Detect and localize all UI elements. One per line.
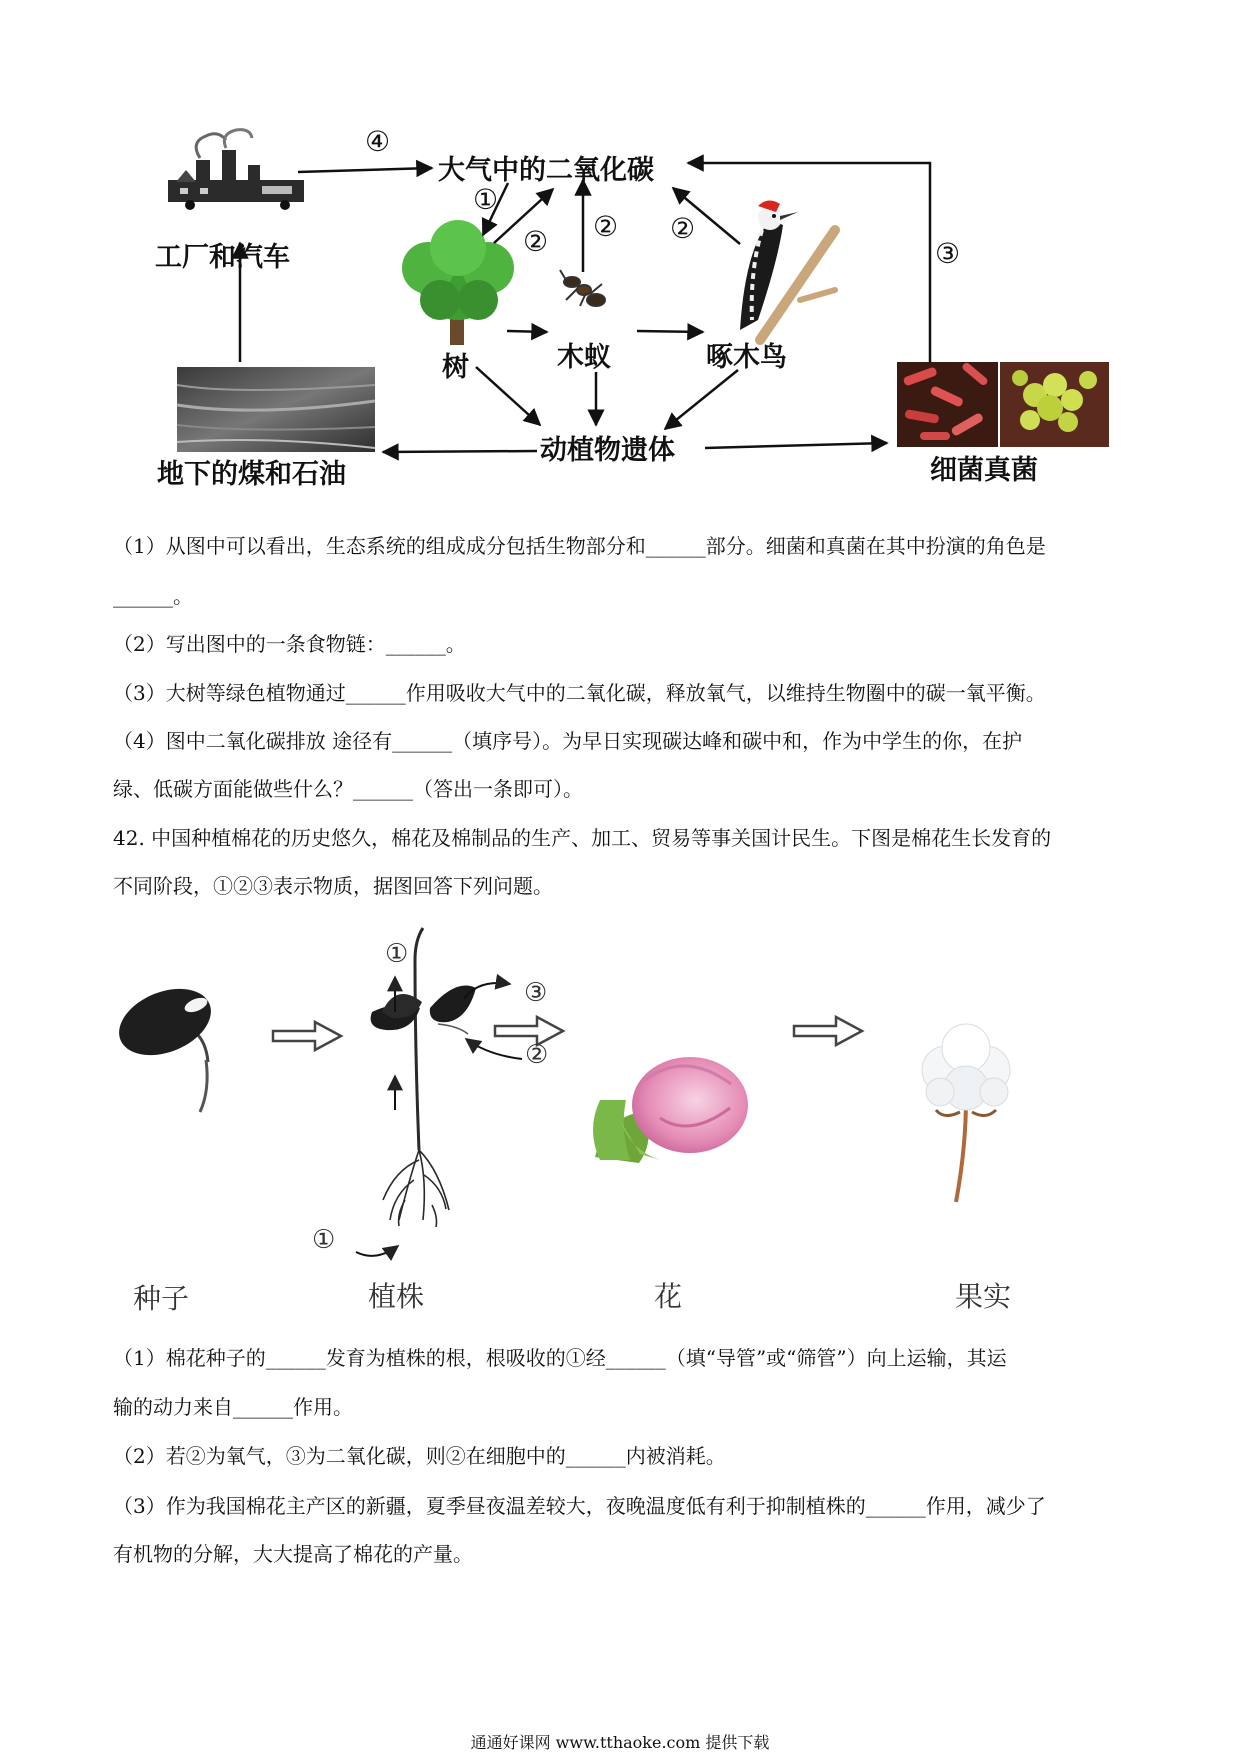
- stage-label-flower: 花: [654, 1280, 683, 1313]
- arrow-remains-to-coal: [383, 451, 537, 452]
- coal-rock-image: [177, 367, 375, 452]
- cotton-fruit-image: [922, 1024, 1010, 1202]
- marker-3: ③: [935, 237, 961, 270]
- stage-label-seed: 种子: [133, 1282, 190, 1315]
- tree-label: 树: [442, 352, 469, 383]
- stage-label-plant: 植株: [368, 1280, 425, 1313]
- q42-part1-line1: （1）棉花种子的______发育为植株的根，根吸收的①经______（填“导管”或“筛管”）向上运输，其运: [113, 1346, 1007, 1370]
- seed-image: [109, 976, 220, 1112]
- q42-intro-line2: 不同阶段，①②③表示物质，据图回答下列问题。: [113, 874, 553, 898]
- plant-marker-1-root: ①: [312, 1225, 336, 1255]
- arrow-remains-to-microbes: [705, 443, 887, 448]
- marker-4: ④: [365, 125, 391, 158]
- arrow-factory-to-atmosphere: [298, 168, 432, 172]
- microbes-label: 细菌真菌: [930, 455, 1038, 486]
- flower-image: [593, 1057, 748, 1163]
- marker-1: ①: [473, 183, 499, 216]
- woodpecker-label: 啄木鸟: [706, 342, 787, 373]
- arrow-woodpecker-to-remains: [665, 370, 738, 429]
- stage-arrows: [273, 1017, 862, 1050]
- q42-intro-line1: 42. 中国种植棉花的历史悠久，棉花及棉制品的生产、加工、贸易等事关国计民生。下图是棉花生长发育的: [113, 826, 1052, 850]
- plant-marker-1-top: ①: [385, 939, 409, 969]
- marker-2-termite: ②: [593, 210, 619, 243]
- factory-label: 工厂和汽车: [155, 242, 290, 273]
- page-footer: 通通好课网 www.tthaoke.com 提供下载: [470, 1733, 770, 1752]
- q41-part1-line1: （1）从图中可以看出，生态系统的组成成分包括生物部分和______部分。细菌和真菌在其中扮演的角色是: [113, 534, 1046, 558]
- stage-label-fruit: 果实: [955, 1280, 1012, 1313]
- marker-2-tree: ②: [523, 225, 549, 258]
- q41-part4-line1: （4）图中二氧化碳排放 途径有______（填序号）。为早日实现碳达峰和碳中和，作为中学生的你，在护: [113, 729, 1023, 753]
- arrow-tree-to-remains: [476, 367, 540, 425]
- factory-image: [168, 130, 304, 210]
- q42-part2: （2）若②为氧气，③为二氧化碳，则②在细胞中的______内被消耗。: [113, 1444, 726, 1468]
- q41-part1-line2: ______。: [113, 584, 193, 608]
- bacteria-fungi-image: [897, 361, 1109, 447]
- termite-image: [560, 270, 605, 306]
- woodpecker-image: [740, 200, 835, 340]
- arrow-termite-to-woodpecker: [637, 331, 703, 332]
- q42-part3-line1: （3）作为我国棉花主产区的新疆，夏季昼夜温差较大，夜晚温度低有利于抑制植株的______作用，减少了: [113, 1494, 1046, 1518]
- plant-marker-3: ③: [524, 978, 548, 1008]
- arrow-tree-to-termite: [507, 331, 547, 332]
- arrow-flower-to-fruit: [794, 1017, 862, 1045]
- marker-2-woodpecker: ②: [670, 212, 696, 245]
- q42-part3-line2: 有机物的分解，大大提高了棉花的产量。: [113, 1542, 473, 1566]
- termite-label: 木蚁: [557, 342, 611, 373]
- q42-part1-line2: 输的动力来自______作用。: [113, 1395, 353, 1419]
- plant-image: [356, 928, 522, 1256]
- q41-part2: （2）写出图中的一条食物链：______。: [113, 632, 466, 656]
- atmosphere-label: 大气中的二氧化碳: [438, 155, 654, 186]
- q41-part4-line2: 绿、低碳方面能做些什么？______（答出一条即可）。: [113, 777, 583, 801]
- arrow-seed-to-plant: [273, 1022, 341, 1050]
- remains-label: 动植物遗体: [540, 435, 675, 466]
- q41-part3: （3）大树等绿色植物通过______作用吸收大气中的二氧化碳，释放氧气，以维持生物圈中的碳一氧平衡。: [113, 681, 1046, 705]
- plant-marker-2: ②: [525, 1040, 549, 1070]
- fossil-label: 地下的煤和石油: [157, 459, 346, 490]
